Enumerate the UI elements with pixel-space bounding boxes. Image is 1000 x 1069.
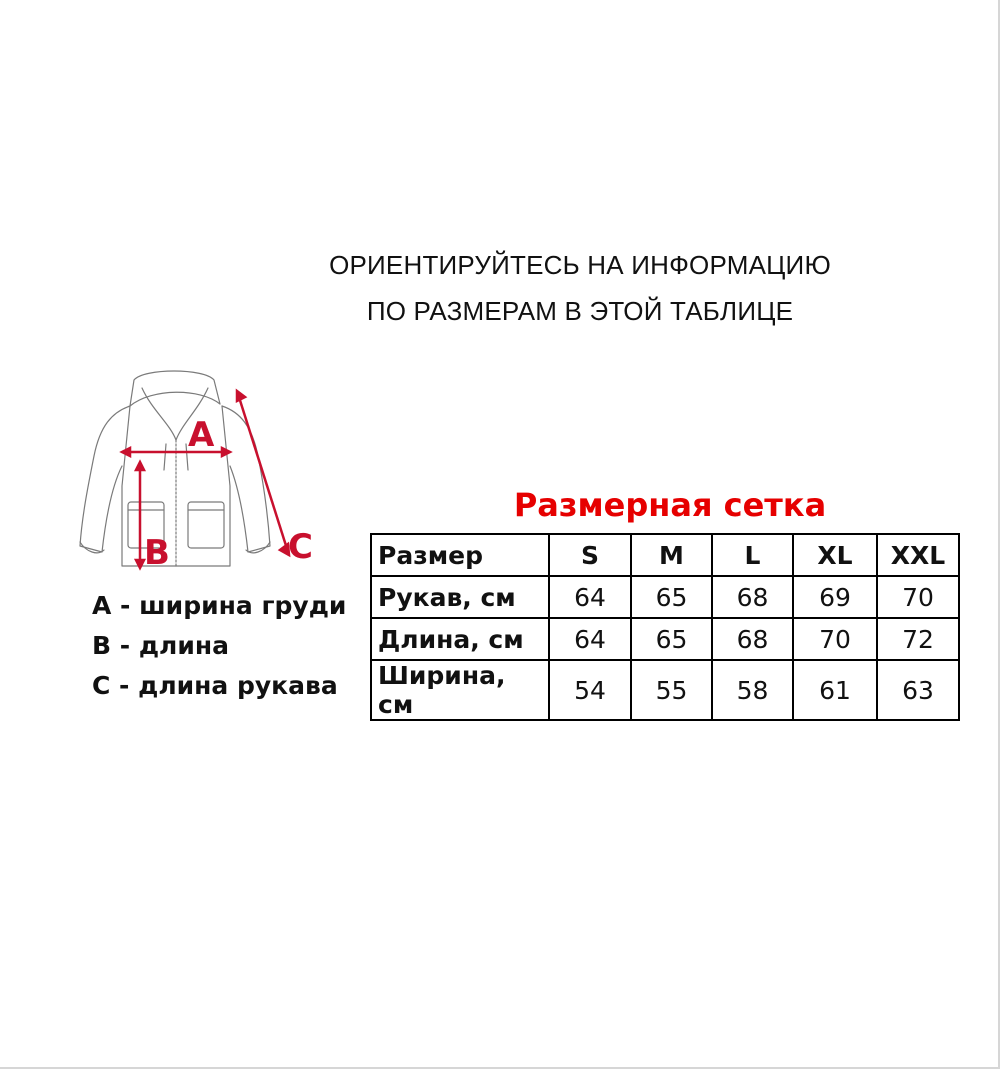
size-header-cell: XL: [793, 534, 877, 576]
heading-line-2: ПО РАЗМЕРАМ В ЭТОЙ ТАБЛИЦЕ: [366, 296, 794, 326]
table-cell: 64: [549, 576, 631, 618]
chest-arrow-right: [222, 448, 230, 456]
table-row: [371, 576, 959, 618]
length-arrow-bottom: [136, 560, 144, 568]
table-cell: 70: [793, 618, 877, 660]
table-cell: 68: [712, 618, 793, 660]
row-label: Ширина, см: [371, 660, 549, 720]
measurement-legend: [92, 586, 346, 706]
legend-item-a: A - ширина груди: [92, 591, 347, 620]
table-cell: 72: [877, 618, 959, 660]
table-cell: 68: [712, 576, 793, 618]
legend-item-b: B - длина: [92, 631, 229, 660]
table-cell: 65: [631, 576, 712, 618]
table-cell: 54: [549, 660, 631, 720]
sleeve-arrow-top: [237, 391, 245, 401]
marker-label-a: A: [188, 415, 215, 455]
jacket-outline: [80, 371, 270, 566]
table-cell: 58: [712, 660, 793, 720]
heading-line-1: ОРИЕНТИРУЙТЕСЬ НА ИНФОРМАЦИЮ: [329, 250, 831, 280]
table-cell: 55: [631, 660, 712, 720]
size-table-header-row: [371, 534, 959, 576]
size-table-title: Размерная сетка: [513, 486, 827, 524]
size-header-cell: M: [631, 534, 712, 576]
legend-item-c: C - длина рукава: [92, 671, 338, 700]
length-arrow-top: [136, 462, 144, 470]
row-label: Длина, см: [371, 618, 549, 660]
table-cell: 70: [877, 576, 959, 618]
size-header-label: Размер: [371, 534, 549, 576]
table-row: [371, 660, 959, 720]
table-cell: 69: [793, 576, 877, 618]
table-cell: 65: [631, 618, 712, 660]
marker-label-c: C: [288, 527, 313, 567]
row-label: Рукав, см: [371, 576, 549, 618]
table-cell: 64: [549, 618, 631, 660]
table-cell: 63: [877, 660, 959, 720]
jacket-measurement-diagram: [72, 366, 332, 576]
marker-label-b: B: [144, 533, 170, 573]
size-header-cell: XXL: [877, 534, 959, 576]
table-row: [371, 618, 959, 660]
size-header-cell: L: [712, 534, 793, 576]
chest-arrow-left: [122, 448, 130, 456]
size-table: [370, 533, 960, 721]
size-header-cell: S: [549, 534, 631, 576]
table-cell: 61: [793, 660, 877, 720]
